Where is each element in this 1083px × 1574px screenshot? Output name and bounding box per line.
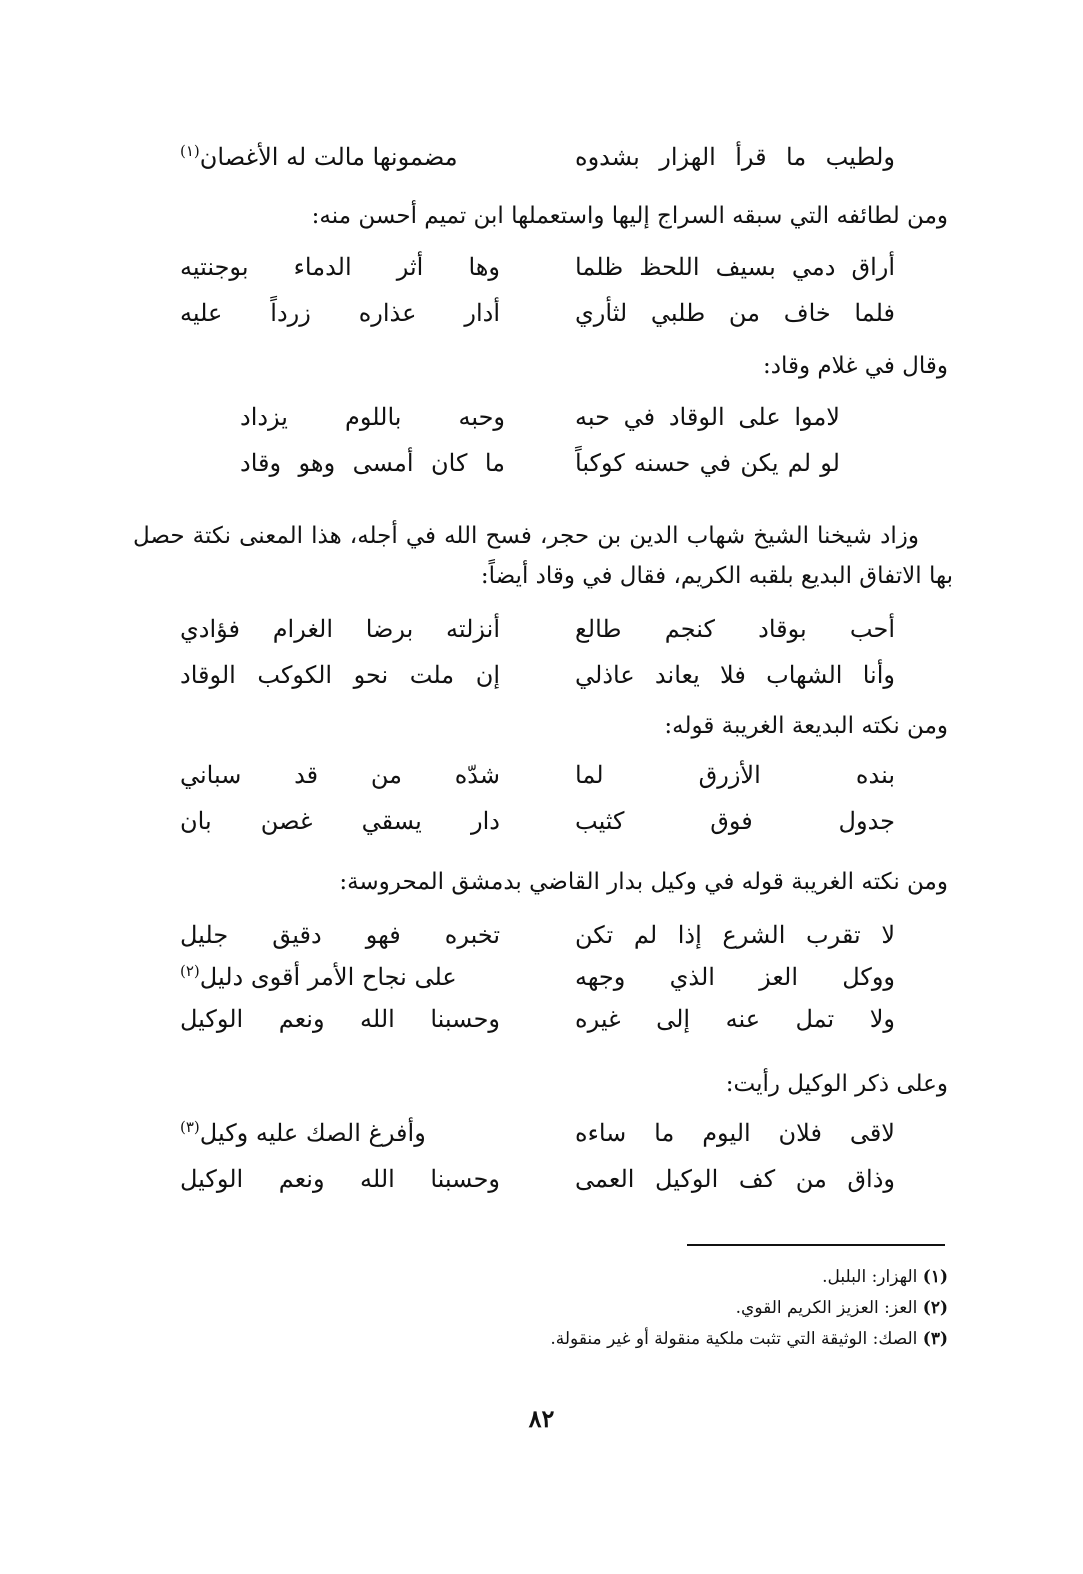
verse-first-hemistich: بنده الأزرق لما: [575, 761, 895, 789]
poem-block: [180, 250, 895, 342]
prose-paragraph: وزاد شيخنا الشيخ شهاب الدين بن حجر، فسح الله في أجله، هذا المعنى نكتة حصل بها الاتفاق البديع بلقبه الكريم، فقال في وقاد أيضاً:: [133, 523, 953, 589]
verse-second-hemistich: شدّه من قد سباني: [180, 761, 500, 789]
verse-first-hemistich: لاقى فلان اليوم ما ساءه: [575, 1119, 895, 1147]
verse-line: [180, 1002, 895, 1044]
footnote: [348, 1324, 948, 1355]
footnote-text: الهزار: البلبل.: [822, 1267, 918, 1287]
verse-line: [180, 1116, 895, 1162]
verse-second-hemistich: دار يسقي غصن بان: [180, 807, 500, 835]
verse-first-hemistich: جدول فوق كثيب: [575, 807, 895, 835]
verse-line: [180, 758, 895, 804]
verse-second-hemistich: وحبه باللوم يزداد: [240, 403, 505, 431]
footnote-marker[interactable]: (٢): [180, 962, 200, 980]
hemistich-text: على نجاح الأمر أقوى دليل: [199, 963, 457, 991]
footnote: [348, 1293, 948, 1324]
footnote-text: الصك: الوثيقة التي تثبت ملكية منقولة أو غير منقولة.: [550, 1329, 918, 1349]
verse-second-hemistich: [180, 1116, 500, 1150]
verse-first-hemistich: أحب بوقاد كنجم طالع: [575, 615, 895, 643]
footnote-marker[interactable]: (٣): [180, 1118, 200, 1136]
footnote-marker[interactable]: (١): [180, 142, 200, 160]
verse-first-hemistich: لا تقرب الشرع إذا لم تكن: [575, 921, 895, 949]
footnote-number: (٣): [922, 1329, 948, 1349]
verse-second-hemistich: وها أثر الدماء بوجنتيه: [180, 253, 500, 281]
verse-second-hemistich: ما كان أمسى وهو وقاد: [240, 449, 505, 477]
verse-second-hemistich: [180, 960, 500, 994]
verse-second-hemistich: أنزلته برضا الغرام فؤادي: [180, 615, 500, 643]
verse-line: [240, 446, 840, 492]
verse-line: [240, 400, 840, 446]
poem-block: [180, 1116, 895, 1208]
footnote: [348, 1262, 948, 1293]
verse-second-hemistich: أدار عذاره زرداً عليه: [180, 299, 500, 327]
prose-paragraph: ومن نكته البديعة الغريبة قوله:: [664, 713, 948, 739]
verse-second-hemistich: إن ملت نحو الكوكب الوقاد: [180, 661, 500, 689]
verse-second-hemistich: تخبره فهو دقيق جليل: [180, 921, 500, 949]
verse-first-hemistich: فلما خاف من طلبي لثأري: [575, 299, 895, 327]
poem-block: [240, 400, 840, 492]
verse-first-hemistich: ولا تمل عنه إلى غيره: [575, 1005, 895, 1033]
verse-first-hemistich: وذاق من كف الوكيل العمى: [575, 1165, 895, 1193]
verse-line: [180, 296, 895, 342]
verse-first-hemistich: ولطيب ما قرأ الهزار بشدوه: [575, 143, 895, 171]
verse-second-hemistich: [180, 140, 500, 174]
hemistich-text: مضمونها مالت له الأغصان: [199, 143, 458, 171]
footnote-number: (٢): [922, 1298, 948, 1318]
verse-line: [180, 1162, 895, 1208]
poem-block: [180, 140, 895, 186]
verse-second-hemistich: وحسبنا الله ونعم الوكيل: [180, 1165, 500, 1193]
footnotes: [348, 1262, 948, 1355]
footnote-separator: [687, 1244, 945, 1246]
verse-first-hemistich: أراق دمي بسيف اللحظ ظلما: [575, 253, 895, 281]
prose-paragraph: ومن نكته الغريبة قوله في وكيل بدار القاضي بدمشق المحروسة:: [339, 869, 948, 895]
footnote-number: (١): [922, 1267, 948, 1287]
verse-line: [180, 140, 895, 186]
verse-line: [180, 658, 895, 704]
verse-first-hemistich: لو لم يكن في حسنه كوكباً: [575, 449, 840, 477]
verse-first-hemistich: لاموا على الوقاد في حبه: [575, 403, 840, 431]
poem-block: [180, 918, 895, 1044]
verse-first-hemistich: وأنا الشهاب فلا يعاند عاذلي: [575, 661, 895, 689]
prose-paragraph: ومن لطائفه التي سبقه السراج إليها واستعملها ابن تميم أحسن منه:: [311, 203, 948, 229]
page-number: ٨٢: [528, 1404, 555, 1433]
prose-paragraph: وقال في غلام وقاد:: [762, 353, 948, 379]
verse-first-hemistich: ووكل العز الذي وجهه: [575, 963, 895, 991]
verse-line: [180, 960, 895, 1002]
footnote-text: العز: العزيز الكريم القوي.: [735, 1298, 918, 1318]
verse-line: [180, 804, 895, 850]
prose-paragraph: وعلى ذكر الوكيل رأيت:: [725, 1071, 948, 1097]
verse-line: [180, 612, 895, 658]
poem-block: [180, 758, 895, 850]
poem-block: [180, 612, 895, 704]
hemistich-text: وأفرغ الصك عليه وكيل: [199, 1119, 426, 1147]
verse-second-hemistich: وحسبنا الله ونعم الوكيل: [180, 1005, 500, 1033]
verse-line: [180, 250, 895, 296]
verse-line: [180, 918, 895, 960]
